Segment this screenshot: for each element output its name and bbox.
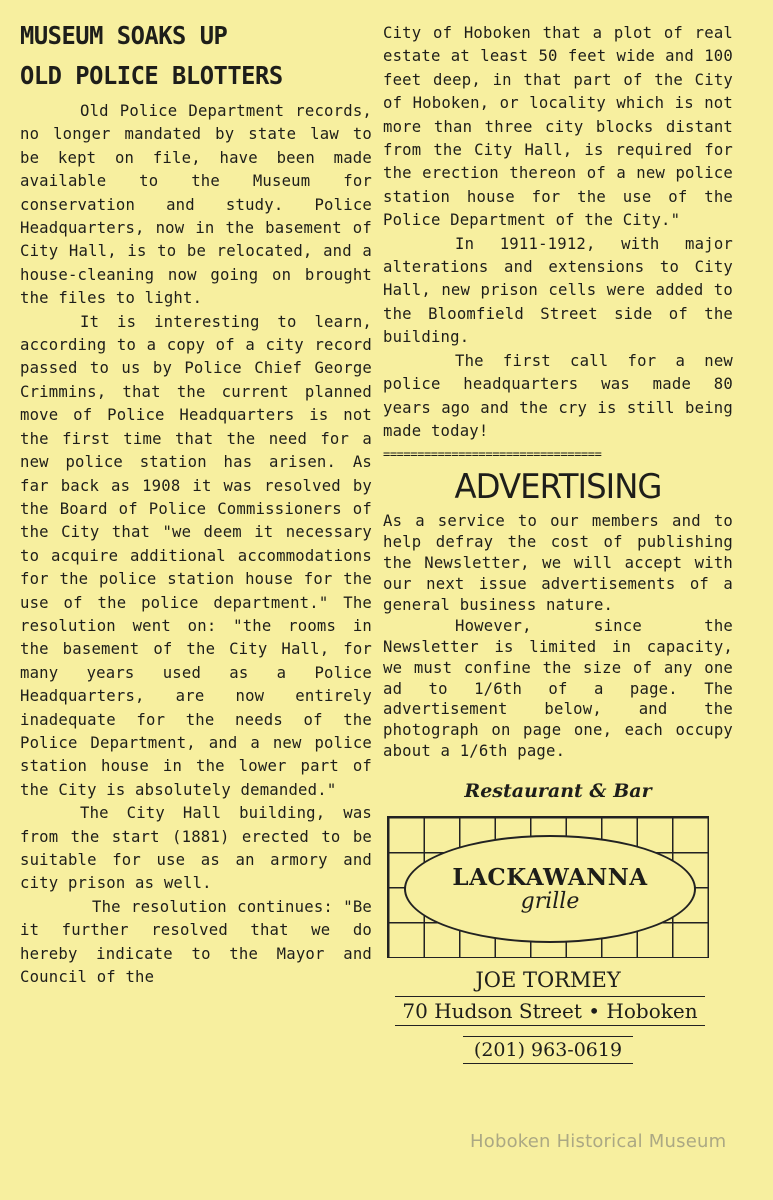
ad-logo-frame (387, 816, 709, 958)
article-paragraph: City of Hoboken that a plot of real estate at least 50 feet wide and 100 feet deep, in that part of the City of Hoboken, or locality which is not more than three city blocks distant from the City Hall, is required for the erection thereon of a new police station house for the use of the Police Department of the City." (383, 24, 733, 230)
headline-line-2: OLD POLICE BLOTTERS (20, 61, 283, 90)
ad-restaurant-subname: grille (520, 889, 580, 915)
article-paragraph: Old Police Department records, no longer mandated by state law to be kept on file, have been made available to the Museum for conservation and study. Police Headquarters, now in the basement of City Hall, is to be relocated, and a house-cleaning now going on brought the files to light. (20, 102, 372, 308)
right-column (383, 22, 733, 1064)
section-divider: ================================ (383, 447, 602, 462)
article-paragraph: The City Hall building, was from the start (1881) erected to be suitable for use as an armory and city prison as well. (20, 804, 372, 893)
advertising-heading: ADVERTISING (454, 467, 662, 508)
article-paragraph: It is interesting to learn, according to a copy of a city record passed to us by Police Chief George Crimmins, that the current planned move of Police Headquarters is not the first time that the need for a new police station has arisen. As far back as 1908 it was resolved by the Board of Police Commissioners of the City that "we deem it necessary to acquire additional accommodations for the police station house for the use of the police department." The resolution went on: "the rooms in the basement of the City Hall, for many years used as a Police Headquarters, are now entirely inadequate for the needs of the Police Department, and a new police station house in the lower part of the City is absolutely demanded." (20, 312, 372, 799)
ad-address: 70 Hudson Street • Hoboken (395, 996, 705, 1026)
left-column (20, 16, 372, 989)
restaurant-advertisement (383, 778, 733, 1064)
ad-owner: JOE TORMEY (475, 968, 621, 993)
ad-tagline: Restaurant & Bar (464, 780, 652, 803)
article-paragraph: In 1911-1912, with major alterations and extensions to City Hall, new prison cells were added to the Bloomfield Street side of the building. (383, 234, 733, 347)
ad-logo-oval (404, 835, 696, 943)
ad-restaurant-name: LACKAWANNA (452, 864, 648, 892)
advertising-body (383, 511, 733, 762)
article-paragraph: The first call for a new police headquarters was made 80 years ago and the cry is still being made today! (383, 351, 733, 440)
article-paragraph: The resolution continues: "Be it further resolved that we do hereby indicate to the Mayor and Council of the (20, 897, 372, 987)
watermark: Hoboken Historical Museum (470, 1131, 727, 1152)
headline (20, 16, 354, 96)
ad-phone: (201) 963-0619 (463, 1036, 633, 1064)
advertising-paragraph: As a service to our members and to help defray the cost of publishing the Newsletter, we will accept with our next issue advertisements of a general business nature. (383, 512, 733, 614)
headline-line-1: MUSEUM SOAKS UP (20, 21, 228, 50)
advertising-paragraph: However, since the Newsletter is limited in capacity, we must confine the size of any one ad to 1/6th of a page. The advertisement below, and the photograph on page one, each occupy about a 1/6th page. (383, 616, 733, 761)
